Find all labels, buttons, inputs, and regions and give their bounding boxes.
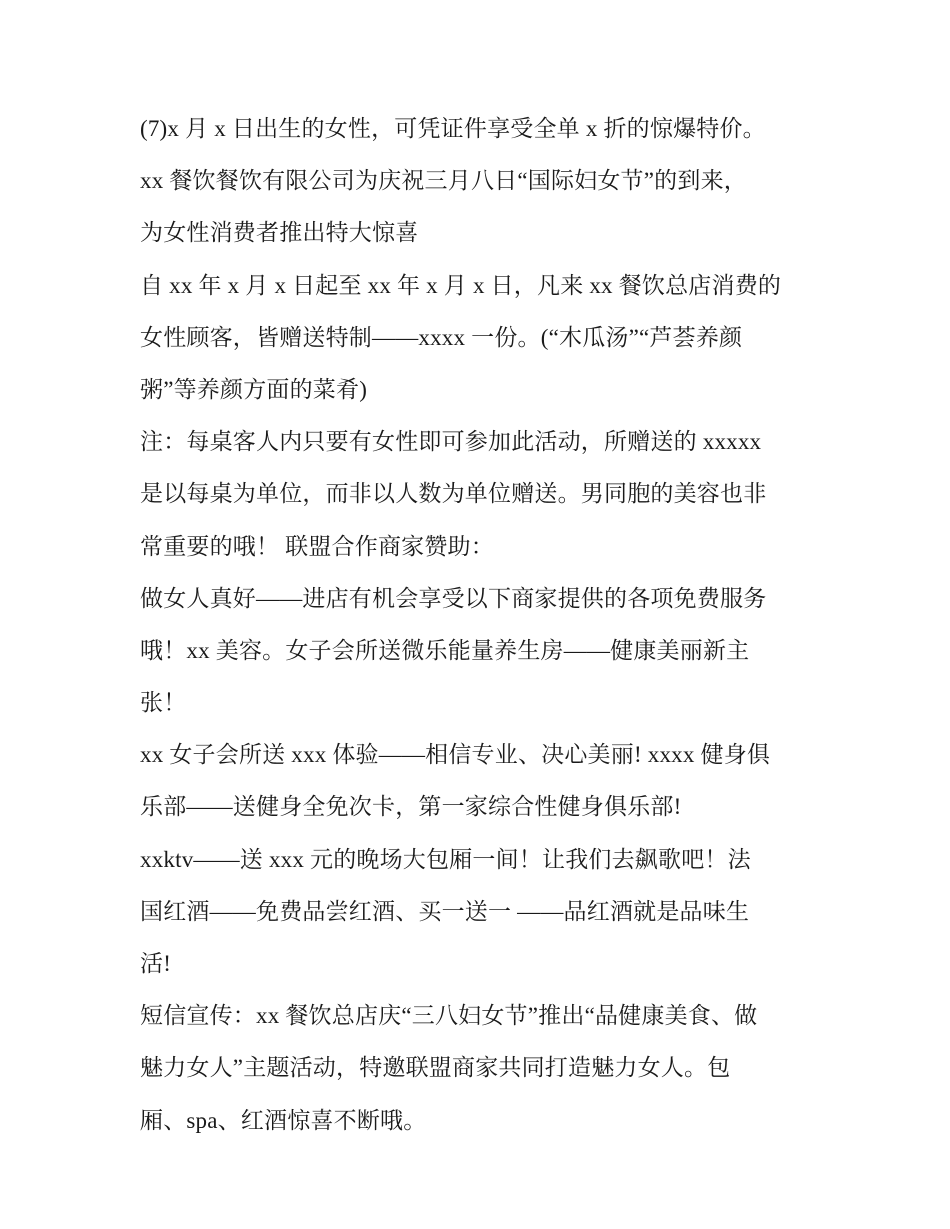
text-line-sponsors: 常重要的哦！ 联盟合作商家赞助： [140,533,494,559]
text-line-sms-theme: 魅力女人”主题活动，特邀联盟商家共同打造魅力女人。包 [140,1055,731,1081]
text-line-note: 注：每桌客人内只要有女性即可参加此活动，所赠送的 xxxxx [140,429,762,455]
text-line-note-continued: 是以每桌为单位，而非以人数为单位赠送。男同胞的美容也非 [140,481,767,507]
text-line-red-wine-end: 活! [140,951,172,976]
text-line-club-experience: xx 女子会所送 xxx 体验——相信专业、决心美丽! xxxx 健身俱 [140,742,771,768]
text-line-birthday-discount: (7)x 月 x 日出生的女性，可凭证件享受全单 x 折的惊爆特价。 [140,116,766,141]
text-line-ktv: xxktv——送 xxx 元的晚场大包厢一间！让我们去飙歌吧！法 [140,846,751,872]
text-line-fitness-club: 乐部——送健身全免次卡，第一家综合性健身俱乐部! [140,794,682,820]
text-line-gift-dishes: 粥”等养颜方面的菜肴) [140,376,368,402]
text-line-company-celebration: xx 餐饮餐饮有限公司为庆祝三月八日“国际妇女节”的到来， [140,168,747,194]
text-line-surprise: 为女性消费者推出特大惊喜 [140,220,419,246]
text-line-sms-end: 厢、spa、红酒惊喜不断哦。 [140,1107,427,1133]
text-line-red-wine: 国红酒——免费品尝红酒、买一送一 ——品红酒就是品味生 [140,898,750,924]
document-body [140,103,820,1147]
text-line-gift: 女性顾客，皆赠送特制——xxxx 一份。(“木瓜汤”“芦荟养颜 [140,324,743,350]
text-line-beauty: 哦！xx 美容。女子会所送微乐能量养生房——健康美丽新主 [140,637,750,663]
text-line-beauty-end: 张！ [140,690,187,716]
text-line-free-services: 做女人真好——进店有机会享受以下商家提供的各项免费服务 [140,585,767,611]
text-line-date-range: 自 xx 年 x 月 x 日起至 xx 年 x 月 x 日，凡来 xx 餐饮总店消费的 [140,272,782,298]
text-line-sms-promo: 短信宣传：xx 餐饮总店庆“三八妇女节”推出“品健康美食、做 [140,1003,758,1029]
